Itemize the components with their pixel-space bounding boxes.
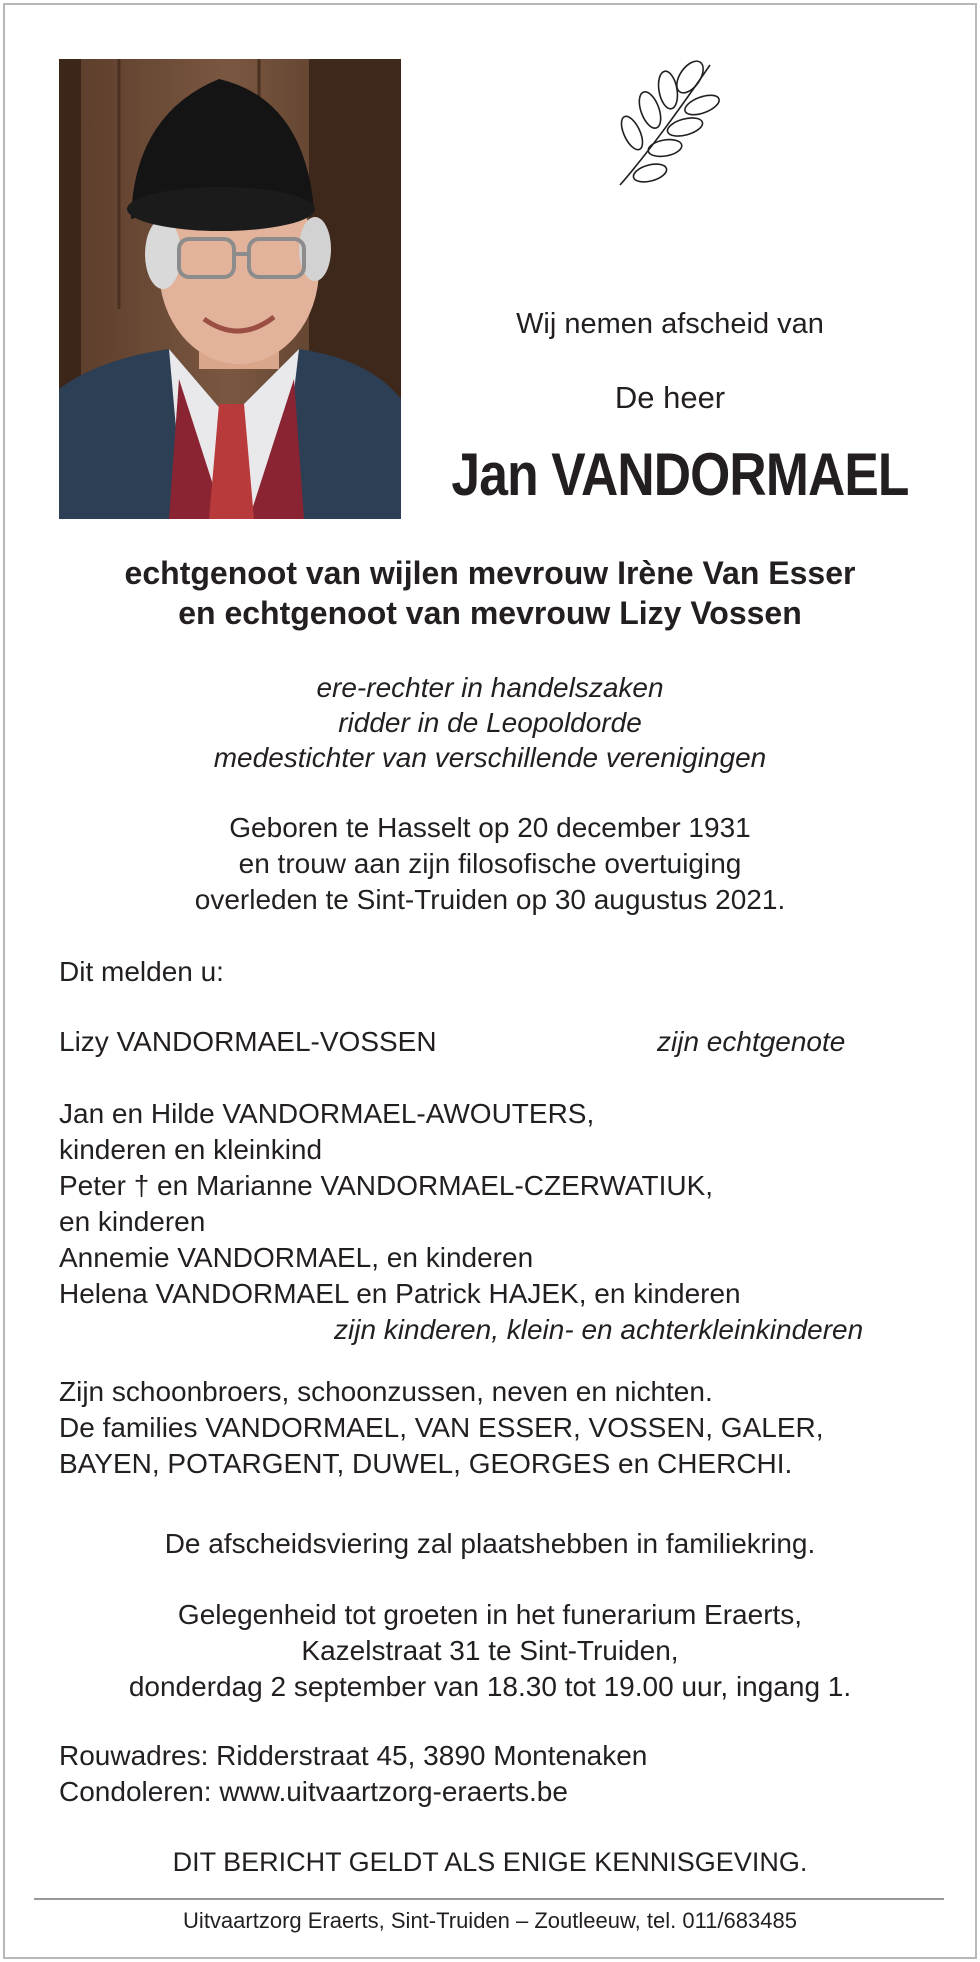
spouse-entry-name: Lizy VANDORMAEL-VOSSEN (59, 1026, 437, 1057)
footer-text: Uitvaartzorg Eraerts, Sint-Truiden – Zoutleeuw, tel. 011/683485 (183, 1908, 797, 1933)
children-block (59, 1096, 863, 1348)
children-line: kinderen en kleinkind (59, 1134, 323, 1165)
contact-block (59, 1738, 647, 1810)
children-line: en kinderen (59, 1206, 206, 1237)
honorific: De heer (614, 380, 726, 415)
birth-death-block (40, 810, 940, 918)
children-line: Peter † en Marianne VANDORMAEL-CZERWATIUK, (59, 1170, 714, 1201)
conviction-line: en trouw aan zijn filosofische overtuiging (238, 848, 742, 879)
relatives-line: De families VANDORMAEL, VAN ESSER, VOSSEN, GALER, (59, 1412, 824, 1443)
relatives-line: Zijn schoonbroers, schoonzussen, neven en nichten. (59, 1376, 713, 1407)
portrait-illustration (59, 59, 401, 519)
footer-divider (34, 1898, 944, 1900)
honor-line: ere-rechter in handelszaken (316, 672, 664, 703)
birth-line: Geboren te Hasselt op 20 december 1931 (229, 812, 751, 843)
honor-line: medestichter van verschillende verenigingen (213, 742, 767, 773)
spouse-line: echtgenoot van wijlen mevrouw Irène Van Esser (124, 555, 856, 591)
children-line: Annemie VANDORMAEL, en kinderen (59, 1242, 534, 1273)
intro-text: Wij nemen afscheid van (516, 308, 824, 340)
deceased-name: Jan VANDORMAEL (451, 441, 909, 508)
children-role: zijn kinderen, klein- en achterkleinkinderen (334, 1314, 864, 1345)
children-line: Jan en Hilde VANDORMAEL-AWOUTERS, (59, 1098, 595, 1129)
visitation-block (40, 1597, 940, 1705)
visitation-line: Kazelstraat 31 te Sint-Truiden, (301, 1635, 679, 1666)
honor-line: ridder in de Leopoldorde (338, 707, 642, 738)
children-line: Helena VANDORMAEL en Patrick HAJEK, en kinderen (59, 1278, 741, 1309)
spouse-line: en echtgenoot van mevrouw Lizy Vossen (178, 595, 802, 631)
relatives-block (59, 1374, 824, 1482)
portrait-photo (59, 59, 401, 519)
announce-text: Dit melden u: (59, 956, 224, 987)
notice-text: DIT BERICHT GELDT ALS ENIGE KENNISGEVING. (172, 1847, 808, 1877)
death-line: overleden te Sint-Truiden op 30 augustus 2021. (194, 884, 786, 915)
visitation-line: donderdag 2 september van 18.30 tot 19.00 uur, ingang 1. (128, 1671, 852, 1702)
address-line: Rouwadres: Ridderstraat 45, 3890 Montenaken (59, 1740, 648, 1771)
relatives-line: BAYEN, POTARGENT, DUWEL, GEORGES en CHERCHI. (59, 1448, 793, 1479)
leaf-branch-icon (610, 55, 725, 195)
condolence-line: Condoleren: www.uitvaartzorg-eraerts.be (59, 1776, 568, 1807)
visitation-line: Gelegenheid tot groeten in het funerarium Eraerts, (177, 1599, 803, 1630)
honors-block (40, 670, 940, 775)
spouse-entry-role: zijn echtgenote (657, 1026, 846, 1057)
spouse-block (40, 553, 940, 633)
ceremony-text: De afscheidsviering zal plaatshebben in familiekring. (164, 1528, 816, 1559)
